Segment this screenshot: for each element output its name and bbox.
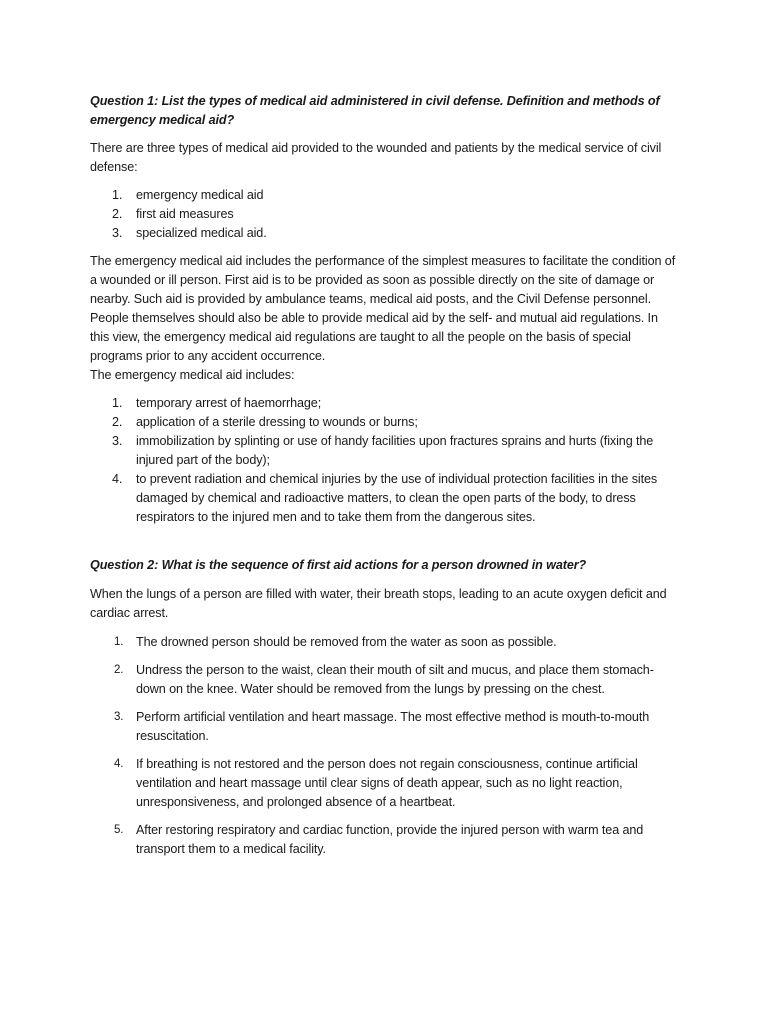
list-number: 5.: [114, 824, 124, 836]
list-text: If breathing is not restored and the person does not regain consciousness, continue artificial ventilation and heart massage until clear signs of death appear, such as no light reaction, unresponsiveness, and prolonged absence of a heartbeat.: [136, 757, 638, 809]
list-item: [90, 224, 680, 243]
list-item: [90, 186, 680, 205]
emergency-aid-definition: The emergency medical aid includes the performance of the simplest measures to facilitate the condition of a wounded or ill person. First aid is to be provided as soon as possible directly on the site of damage or nearby. Such aid is provided by ambulance teams, medical aid posts, and the Civil Defense personnel. People themselves should also be able to provide medical aid by the self- and mutual aid regulations. In this view, the emergency medical aid regulations are taught to all the people on the basis of special programs prior to any accident occurrence.: [90, 254, 676, 363]
list-text: The drowned person should be removed from the water as soon as possible.: [136, 635, 557, 649]
list-item: [90, 432, 680, 470]
question-1-heading: Question 1: List the types of medical aid administered in civil defense. Definition and methods of emergency medical aid?: [90, 94, 660, 127]
list-number: 1.: [112, 396, 123, 410]
question-1-intro: There are three types of medical aid provided to the wounded and patients by the medical service of civil defense:: [90, 141, 662, 174]
drowning-first-aid-steps-list: [90, 633, 680, 859]
emergency-aid-methods-list: [90, 394, 680, 527]
list-item: [90, 413, 680, 432]
list-number: 4.: [114, 758, 124, 770]
list-number: 2.: [114, 664, 124, 676]
list-item: [90, 755, 680, 812]
list-number: 4.: [112, 472, 123, 486]
list-text: Perform artificial ventilation and heart massage. The most effective method is mouth-to-mouth resuscitation.: [136, 710, 650, 743]
medical-aid-types-list: [90, 186, 680, 243]
list-number: 3.: [112, 434, 123, 448]
list-number: 1.: [112, 188, 123, 202]
list-text: application of a sterile dressing to wounds or burns;: [136, 415, 418, 429]
list-number: 2.: [112, 207, 123, 221]
list-text: temporary arrest of haemorrhage;: [136, 396, 322, 410]
list-item: [90, 708, 680, 746]
list-item: [90, 470, 680, 527]
list-text: specialized medical aid.: [136, 226, 267, 240]
question-2-heading: Question 2: What is the sequence of first aid actions for a person drowned in water?: [90, 558, 587, 572]
list-item: [90, 821, 680, 859]
list-item: [90, 633, 680, 652]
question-2-intro: When the lungs of a person are filled with water, their breath stops, leading to an acute oxygen deficit and cardiac arrest.: [90, 587, 667, 620]
list-item: [90, 394, 680, 413]
list-text: to prevent radiation and chemical injuries by the use of individual protection facilities in the sites damaged by chemical and radioactive matters, to clean the open parts of the body, to dress respirators to the injured men and to take them from the dangerous sites.: [136, 472, 658, 524]
list-text: After restoring respiratory and cardiac function, provide the injured person with warm tea and transport them to a medical facility.: [136, 823, 644, 856]
list-number: 3.: [112, 226, 123, 240]
list-item: [90, 661, 680, 699]
list-text: Undress the person to the waist, clean their mouth of silt and mucus, and place them stomach-down on the knee. Water should be removed from the lungs by pressing on the chest.: [136, 663, 654, 696]
list-number: 3.: [114, 711, 124, 723]
document-body: [90, 92, 680, 868]
list-number: 1.: [114, 636, 124, 648]
list-text: immobilization by splinting or use of handy facilities upon fractures sprains and hurts (fixing the injured part of the body);: [136, 434, 654, 467]
emergency-aid-includes-label: The emergency medical aid includes:: [90, 368, 295, 382]
list-text: first aid measures: [136, 207, 234, 221]
list-number: 2.: [112, 415, 123, 429]
list-item: [90, 205, 680, 224]
list-text: emergency medical aid: [136, 188, 264, 202]
